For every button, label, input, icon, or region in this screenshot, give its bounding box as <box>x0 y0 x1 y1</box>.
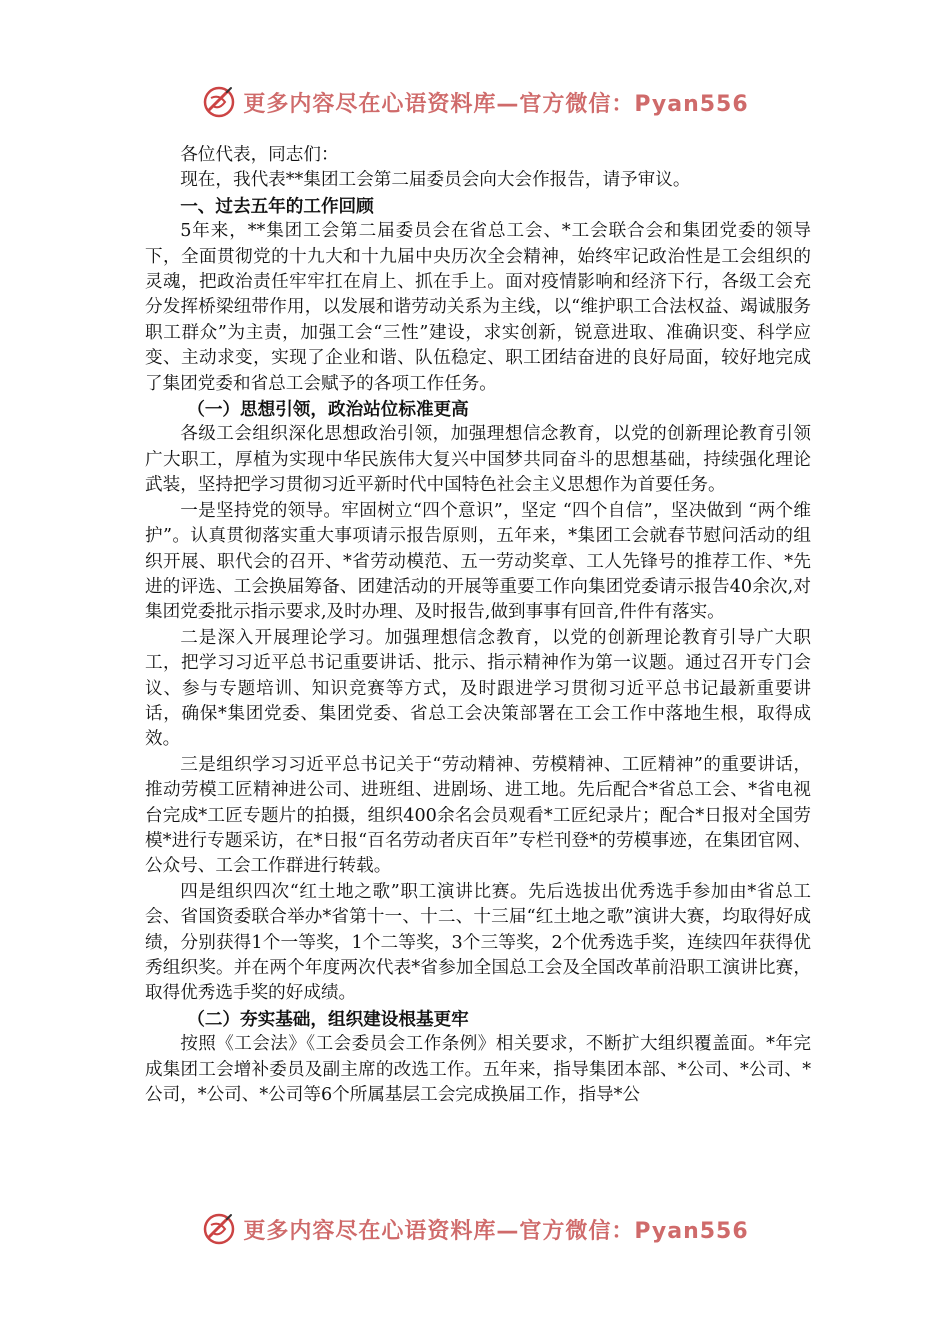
banner-text: 更多内容尽在心语资料库—官方微信：Pyan556 <box>243 91 749 117</box>
document-body <box>145 143 811 1108</box>
intro-paragraph: 现在，我代表**集团工会第二届委员会向大会作报告，请予审议。 <box>180 170 691 191</box>
pen-swirl-logo-icon <box>201 84 237 120</box>
footer-banner <box>0 1207 950 1251</box>
subsection-heading-2: （二）夯实基础，组织建设根基更牢 <box>187 1008 469 1030</box>
item-1-paragraph: 一是坚持党的领导。牢固树立“四个意识”，坚定 “四个自信”，坚决做到 “两个维护”。认真贯彻落实重大事项请示报告原则，五年来，*集团工会就春节慰问活动的组织开展、职代会的召开、*省劳动模范、五一劳动奖章、工人先锋号的推荐工作、*先进的评选、工会换届筹备、团建活动的开展等重要工作向集团党委请示报告40余次,对集团党委批示指示要求,及时办理、及时报告,做到事事有回音,件件有落实。 <box>145 500 811 623</box>
subsection-2-paragraph: 按照《工会法》《工会委员会工作条例》相关要求，不断扩大组织覆盖面。*年完成集团工会增补委员及副主席的改选工作。五年来，指导集团本部、*公司、*公司、*公司，*公司、*公司等6个所属基层工会完成换届工作，指导*公 <box>145 1034 811 1106</box>
item-3-paragraph: 三是组织学习习近平总书记关于“劳动精神、劳模精神、工匠精神”的重要讲话，推动劳模工匠精神进公司、进班组、进剧场、进工地。先后配合*省总工会、*省电视台完成*工匠专题片的拍摄，组织400余名会员观看*工匠纪录片；配合*日报对全国劳模*进行专题采访，在*日报“百名劳动者庆百年”专栏刊登*的劳模事迹，在集团官网、公众号、工会工作群进行转载。 <box>145 754 811 877</box>
item-4-paragraph: 四是组织四次“红土地之歌”职工演讲比赛。先后选拔出优秀选手参加由*省总工会、省国资委联合举办*省第十一、十二、十三届“红土地之歌”演讲大赛，均取得好成绩，分别获得1个一等奖，1个二等奖，3个三等奖，2个优秀选手奖，连续四年获得优秀组织奖。并在两个年度两次代表*省参加全国总工会及全国改革前沿职工演讲比赛，取得优秀选手奖的好成绩。 <box>145 881 811 1004</box>
section-1-paragraph: 5年来，**集团工会第二届委员会在省总工会、*工会联合会和集团党委的领导下，全面贯彻党的十九大和十九届中央历次全会精神，始终牢记政治性是工会组织的灵魂，把政治责任牢牢扛在肩上、抓在手上。面对疫情影响和经济下行，各级工会充分发挥桥梁纽带作用，以发展和谐劳动关系为主线，以“维护职工合法权益、竭诚服务职工群众”为主责，加强工会“三性”建设，求实创新，锐意进取、准确识变、科学应变、主动求变，实现了企业和谐、队伍稳定、职工团结奋进的良好局面，较好地完成了集团党委和省总工会赋予的各项工作任务。 <box>145 221 811 394</box>
subsection-heading-1: （一）思想引领，政治站位标准更高 <box>187 399 469 421</box>
header-banner <box>0 80 950 124</box>
pen-swirl-logo-icon <box>201 1211 237 1247</box>
item-2-paragraph: 二是深入开展理论学习。加强理想信念教育，以党的创新理论教育引导广大职工，把学习习近平总书记重要讲话、批示、指示精神作为第一议题。通过召开专门会议、参与专题培训、知识竞赛等方式，及时跟进学习贯彻习近平总书记最新重要讲话，确保*集团党委、集团党委、省总工会决策部署在工会工作中落地生根，取得成效。 <box>145 627 811 750</box>
banner-text: 更多内容尽在心语资料库—官方微信：Pyan556 <box>243 1218 749 1244</box>
subsection-1-paragraph: 各级工会组织深化思想政治引领，加强理想信念教育，以党的创新理论教育引领广大职工，厚植为实现中华民族伟大复兴中国梦共同奋斗的思想基础，持续强化理论武装，坚持把学习贯彻习近平新时代中国特色社会主义思想作为首要任务。 <box>145 424 811 496</box>
section-heading-1: 一、过去五年的工作回顾 <box>180 195 374 217</box>
greeting: 各位代表，同志们： <box>180 145 339 165</box>
